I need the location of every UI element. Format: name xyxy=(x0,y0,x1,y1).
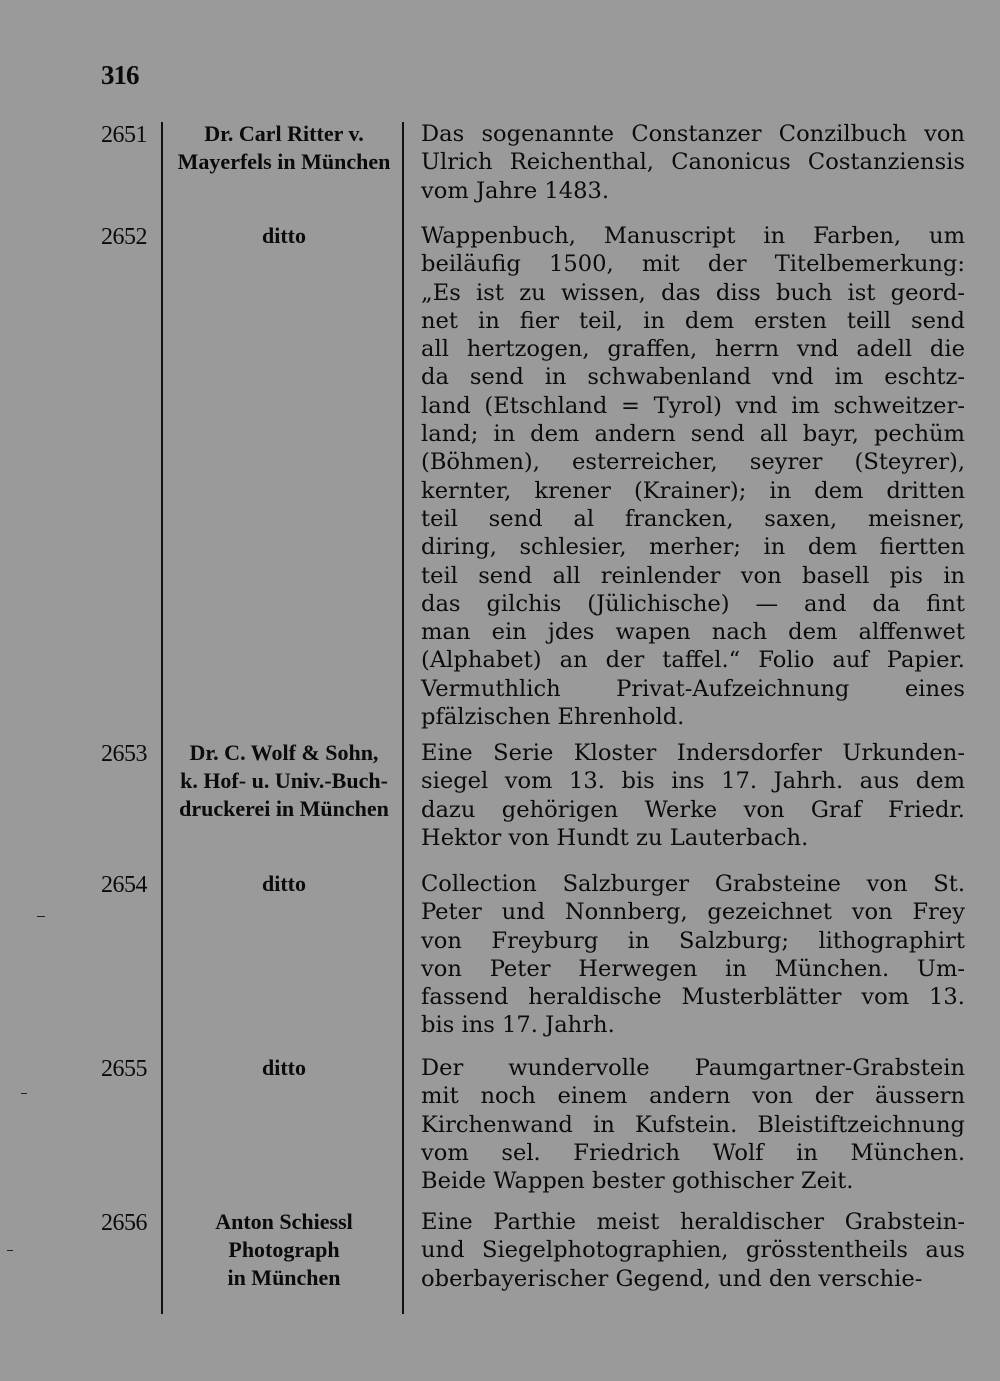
description-line: land; in dem andern send all bayr, pechüm xyxy=(421,421,965,448)
description-line: Ulrich Reichenthal, Canonicus Costanziensis xyxy=(421,149,965,176)
description-line: und Siegelphotographien, grösstentheils aus xyxy=(421,1237,965,1264)
description-line: „Es ist zu wissen, das diss buch ist geord- xyxy=(421,279,965,306)
entry-description xyxy=(421,1054,965,1195)
description-line: Wappenbuch, Manuscript in Farben, um xyxy=(421,223,965,249)
entry-number: 2655 xyxy=(101,1056,147,1082)
entry-number: 2653 xyxy=(101,741,147,767)
donor-line: ditto xyxy=(262,871,306,896)
entry-description xyxy=(421,120,965,205)
description-line: beiläufig 1500, mit der Titelbemerkung: xyxy=(421,251,965,278)
donor-line: k. Hof- u. Univ.-Buch- xyxy=(180,768,388,793)
description-line: mit noch einem andern von der äussern xyxy=(421,1083,965,1110)
description-line: Der wundervolle Paumgartner-Grabstein xyxy=(421,1055,965,1081)
entry-description xyxy=(421,222,965,731)
description-line: von Peter Herwegen in München. Um- xyxy=(421,955,965,982)
donor-line: Mayerfels in München xyxy=(177,149,391,174)
description-line: (Alphabet) an der taffel.“ Folio auf Papier. xyxy=(421,647,965,674)
description-line: vom sel. Friedrich Wolf in München. xyxy=(421,1139,965,1166)
entry-donor xyxy=(166,1054,402,1082)
donor-line: in München xyxy=(227,1265,341,1290)
scan-mark xyxy=(37,916,45,917)
description-line: Hektor von Hundt zu Lauterbach. xyxy=(421,824,809,851)
description-line: Collection Salzburger Grabsteine von St. xyxy=(421,871,965,897)
description-line: man ein jdes wapen nach dem alffenwet xyxy=(421,619,965,646)
description-line: Beide Wappen bester gothischer Zeit. xyxy=(421,1168,854,1195)
entry-donor xyxy=(166,870,402,898)
entry-donor xyxy=(166,120,402,176)
description-line: (Böhmen), esterreicher, seyrer (Steyrer), xyxy=(421,449,965,476)
description-line: teil send all reinlender von basell pis in xyxy=(421,562,965,589)
description-line: land (Etschland = Tyrol) vnd im schweitzer- xyxy=(421,392,965,419)
description-line: das gilchis (Jülichische) — and da fint xyxy=(421,590,965,617)
description-line: Kirchenwand in Kufstein. Bleistiftzeichnung xyxy=(421,1111,965,1138)
description-line: Das sogenannte Constanzer Conzilbuch von xyxy=(421,121,965,147)
description-line: oberbayerischer Gegend, und den verschie- xyxy=(421,1265,923,1292)
entry-description xyxy=(421,870,965,1040)
entry-description xyxy=(421,1208,965,1293)
entry-number: 2651 xyxy=(101,122,147,148)
description-line: teil send al francken, saxen, meisner, xyxy=(421,505,965,532)
entry-number: 2656 xyxy=(101,1210,147,1236)
description-line: da send in schwabenland vnd im eschtz- xyxy=(421,364,965,391)
description-line: Eine Serie Kloster Indersdorfer Urkunden- xyxy=(421,740,965,766)
donor-line: Anton Schiessl xyxy=(215,1209,353,1234)
scan-mark xyxy=(21,1093,27,1094)
description-line: net in fier teil, in dem ersten teill send xyxy=(421,307,965,334)
description-line: bis ins 17. Jahrh. xyxy=(421,1012,615,1039)
entry-description xyxy=(421,739,965,852)
description-line: all hertzogen, graffen, herrn vnd adell die xyxy=(421,336,965,363)
description-line: vom Jahre 1483. xyxy=(421,177,610,204)
column-rule-right xyxy=(402,122,404,1314)
description-line: pfälzischen Ehrenhold. xyxy=(421,704,685,731)
donor-line: ditto xyxy=(262,1055,306,1080)
entry-number: 2654 xyxy=(101,872,147,898)
donor-line: Dr. Carl Ritter v. xyxy=(204,121,364,146)
entry-donor xyxy=(166,1208,402,1292)
entry-donor xyxy=(166,222,402,250)
description-line: kernter, krener (Krainer); in dem dritten xyxy=(421,477,965,504)
column-rule-left xyxy=(161,122,163,1314)
description-line: diring, schlesier, merher; in dem fiertten xyxy=(421,534,965,561)
description-line: dazu gehörigen Werke von Graf Friedr. xyxy=(421,796,965,823)
description-line: Peter und Nonnberg, gezeichnet von Frey xyxy=(421,899,965,926)
description-line: Vermuthlich Privat-Aufzeichnung eines xyxy=(421,675,965,702)
donor-line: druckerei in München xyxy=(179,796,389,821)
page-number: 316 xyxy=(101,60,139,90)
description-line: fassend heraldische Musterblätter vom 13. xyxy=(421,984,965,1011)
description-line: Eine Parthie meist heraldischer Grabstein- xyxy=(421,1209,965,1235)
entry-number: 2652 xyxy=(101,224,147,250)
donor-line: Photograph xyxy=(228,1237,340,1262)
scan-mark xyxy=(7,1250,13,1251)
donor-line: ditto xyxy=(262,223,306,248)
description-line: von Freyburg in Salzburg; lithographirt xyxy=(421,927,965,954)
donor-line: Dr. C. Wolf & Sohn, xyxy=(189,740,379,765)
description-line: siegel vom 13. bis ins 17. Jahrh. aus dem xyxy=(421,768,965,795)
entry-donor xyxy=(166,739,402,823)
